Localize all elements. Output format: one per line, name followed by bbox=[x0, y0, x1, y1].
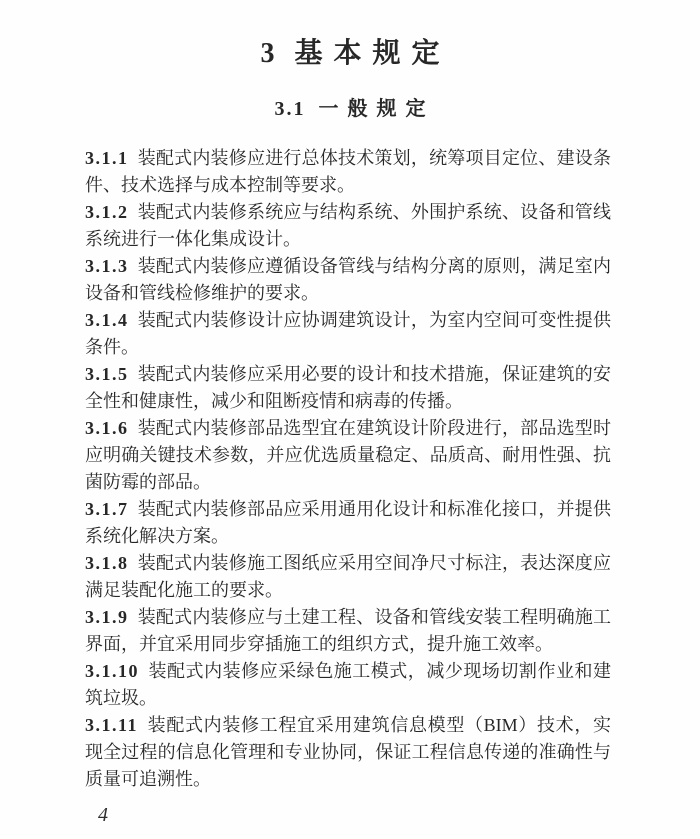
clause-number: 3.1.9 bbox=[85, 607, 129, 627]
clause-number: 3.1.10 bbox=[85, 661, 139, 681]
clause-text: 装配式内装修部品选型宜在建筑设计阶段进行，部品选型时应明确关键技术参数，并应优选质量稳定、品质高、耐用性强、抗菌防霉的部品。 bbox=[85, 418, 611, 492]
clause bbox=[85, 253, 611, 307]
clause-text: 装配式内装修应遵循设备管线与结构分离的原则，满足室内设备和管线检修维护的要求。 bbox=[85, 256, 611, 303]
clause-number: 3.1.11 bbox=[85, 715, 139, 735]
clause-text: 装配式内装修系统应与结构系统、外围护系统、设备和管线系统进行一体化集成设计。 bbox=[85, 202, 611, 249]
clause-text: 装配式内装修工程宜采用建筑信息模型（BIM）技术，实现全过程的信息化管理和专业协同，保证工程信息传递的准确性与质量可追溯性。 bbox=[85, 715, 611, 789]
clause bbox=[85, 145, 611, 199]
clause-text: 装配式内装修部品应采用通用化设计和标准化接口，并提供系统化解决方案。 bbox=[85, 499, 611, 546]
clause bbox=[85, 415, 611, 496]
clause-number: 3.1.6 bbox=[85, 418, 129, 438]
page-number: 4 bbox=[98, 804, 108, 826]
clause-number: 3.1.5 bbox=[85, 364, 129, 384]
clause-number: 3.1.1 bbox=[85, 148, 129, 168]
clause-text: 装配式内装修设计应协调建筑设计，为室内空间可变性提供条件。 bbox=[85, 310, 611, 357]
clause-text: 装配式内装修应与土建工程、设备和管线安装工程明确施工界面，并宜采用同步穿插施工的组织方式，提升施工效率。 bbox=[85, 607, 611, 654]
chapter-heading bbox=[0, 38, 700, 70]
clause bbox=[85, 658, 611, 712]
clause bbox=[85, 307, 611, 361]
clause bbox=[85, 361, 611, 415]
clause bbox=[85, 712, 611, 793]
section-heading bbox=[0, 97, 700, 121]
section-number: 3.1 bbox=[274, 98, 306, 120]
clause bbox=[85, 550, 611, 604]
clause bbox=[85, 604, 611, 658]
section-title: 一般规定 bbox=[318, 98, 435, 120]
chapter-title: 基本规定 bbox=[294, 38, 451, 69]
clause-text: 装配式内装修应采用必要的设计和技术措施，保证建筑的安全性和健康性，减少和阻断疫情和病毒的传播。 bbox=[85, 364, 611, 411]
clause-number: 3.1.8 bbox=[85, 553, 129, 573]
chapter-number: 3 bbox=[260, 38, 277, 69]
clause-number: 3.1.2 bbox=[85, 202, 129, 222]
clause-number: 3.1.3 bbox=[85, 256, 129, 276]
clause-text: 装配式内装修应进行总体技术策划，统筹项目定位、建设条件、技术选择与成本控制等要求。 bbox=[85, 148, 611, 195]
clause-number: 3.1.7 bbox=[85, 499, 129, 519]
clause-text: 装配式内装修施工图纸应采用空间净尺寸标注，表达深度应满足装配化施工的要求。 bbox=[85, 553, 611, 600]
clause bbox=[85, 496, 611, 550]
clause-number: 3.1.4 bbox=[85, 310, 129, 330]
clause-list bbox=[85, 145, 611, 793]
clause bbox=[85, 199, 611, 253]
clause-text: 装配式内装修应采绿色施工模式，减少现场切割作业和建筑垃圾。 bbox=[85, 661, 611, 708]
